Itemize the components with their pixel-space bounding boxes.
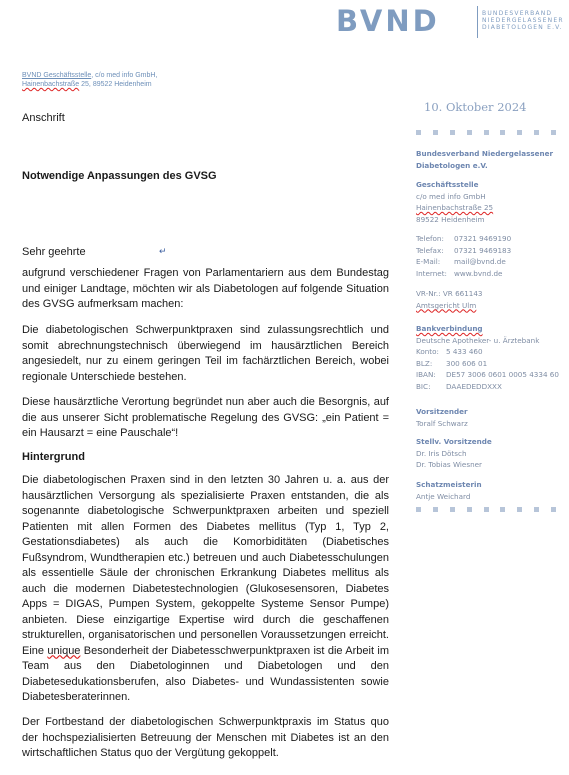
paragraph-intro: aufgrund verschiedener Fragen von Parlamentariern aus dem Bundestag und einiger Landtage, möchten wir als Diabetologen auf folgende Situation des GVSG aufmerksam machen: — [22, 267, 389, 310]
paragraph-practices: Die diabetologischen Schwerpunktpraxen sind zulassungsrechtlich und somit abrechnungstechnisch überwiegend im hausärztlichen Bereich angesiedelt, nur zu einem geringen Teil im fachärztlichen Bereich, wobei regionale Unterschiede bestehen. — [22, 324, 389, 383]
paragraph-continuation: Der Fortbestand der diabetologischen Schwerpunktpraxis im Status quo der hochspezialisierten Betreuung der Menschen mit Diabetes ist an den wirtschaftlichen Status quo der Vergütung gekoppelt. — [22, 716, 389, 759]
subject: Notwendige Anpassungen des GVSG — [22, 170, 217, 182]
divider-dots-bottom — [416, 507, 556, 513]
sender-line-1: BVND Geschäftsstelle, c/o med info GmbH, — [22, 72, 158, 79]
letter-date: 10. Oktober 2024 — [424, 100, 527, 114]
bank-block: Bankverbindung Deutsche Apotheker- u. Ärztebank Konto: 5 433 460 BLZ: 300 606 01 IBAN: DE57 3006 0601 0005 4334 60 BIC: DAAEDEDDXXX — [416, 324, 559, 391]
paragraph-mark-icon: ↵ — [159, 246, 167, 256]
office-block: Geschäftsstelle c/o med info GmbH Hainenbachstraße 25 89522 Heidenheim — [416, 180, 494, 224]
board-vice: Stellv. Vorsitzende Dr. Iris Dötsch Dr. Tobias Wiesner — [416, 437, 492, 469]
board-chair: Vorsitzender Toralf Schwarz — [416, 407, 468, 428]
salutation: Sehr geehrte ↵ — [22, 246, 167, 258]
email-link[interactable]: mail@bvnd.de — [454, 257, 506, 266]
registry-block: VR-Nr.: VR 661143 Amtsgericht Ulm — [416, 289, 483, 310]
contact-block: Telefon: 07321 9469190 Telefax: 07321 9469183 E-Mail: mail@bvnd.de Internet: www.bvnd.de — [416, 234, 512, 278]
board-treasurer: Schatzmeisterin Antje Weichard — [416, 480, 482, 501]
sender-street: Hainenbachstraße — [22, 81, 80, 88]
address-label: Anschrift — [22, 112, 65, 124]
logo-divider — [477, 6, 478, 38]
paragraph-background: Die diabetologischen Praxen sind in den letzten 30 Jahren u. a. aus der hausärztlichen Versorgung als spezialisierte Praxen entstanden, die als sogenannte diabetologische Schwerpunktpraxen arbeiten und speziell Patienten mit allen Formen des Diabetes mellitus (Typ 1, Typ 2, Gestationsdiabetes) als auch die Komorbiditäten (Diabetisches Fußsyndrom, Wundtherapien etc.) betreuen und auch Diabetesschulungen als essentielle Säule der chronischen Erkrankung Diabetes mellitus als auch die modernen Diabetestechnologien (Glukosesensoren, Diabetes Apps = DIGAS, Pumpen System, gekoppelte Systeme Sensor Pumpe) anbieten. Diese einzigartige Expertise wird durch die geschaffenen strukturellen, organisatorischen und personellen Voraussetzungen erreicht. Eine unique Besonderheit der Diabetesschwerpunktpraxen ist die Arbeit im Team aus den Diabetologinnen und Diabetologen und den Diabetesedukationsberufen, also Diabetes- und Wundassistenten sowie Diabetesberaterinnen. — [22, 474, 389, 703]
paragraph-concern: Diese hausärztliche Verortung begründet nun aber auch die Besorgnis, auf die aus unserer Sicht problematische Regelung des GVSG: „ein Patient = ein Hausarzt = eine Pauschale“! — [22, 396, 389, 439]
website-link[interactable]: www.bvnd.de — [454, 268, 503, 278]
flagged-word: unique — [47, 644, 81, 657]
logo-wordmark: BVND — [336, 4, 440, 38]
office-street: Hainenbachstraße 25 — [416, 203, 494, 212]
divider-dots-top — [416, 130, 556, 136]
sender-org: BVND Geschäftsstelle — [22, 72, 92, 79]
logo-subtitle: BUNDESVERBAND NIEDERGELASSENER DIABETOLOGEN E.V. — [482, 10, 564, 31]
bvnd-logo — [336, 4, 564, 38]
org-name: Bundesverband Niedergelassener Diabetologen e.V. — [416, 149, 554, 170]
section-heading: Hintergrund — [22, 451, 85, 463]
sender-line-2: Hainenbachstraße 25, 89522 Heidenheim — [22, 81, 152, 88]
